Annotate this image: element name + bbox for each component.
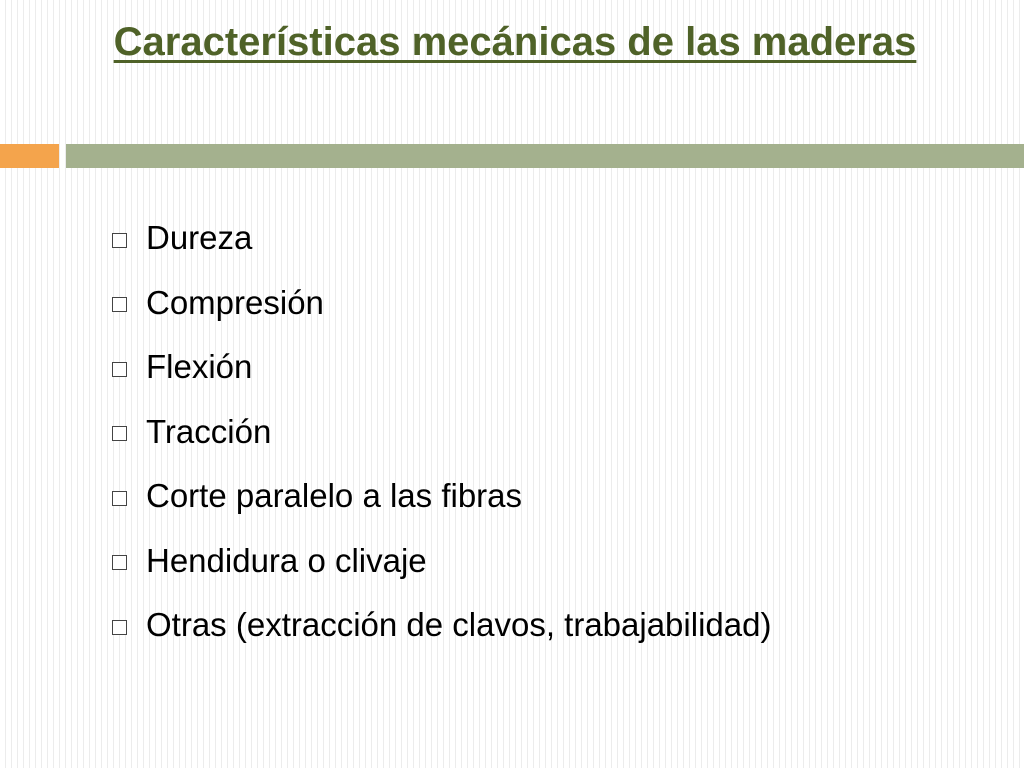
bullet-item xyxy=(112,400,771,465)
square-bullet-icon xyxy=(112,555,127,570)
square-bullet-icon xyxy=(112,297,127,312)
square-bullet-icon xyxy=(112,491,127,506)
bullet-item xyxy=(112,271,771,336)
accent-bar-green xyxy=(66,144,1024,168)
square-bullet-icon xyxy=(112,426,127,441)
bullet-text: Corte paralelo a las fibras xyxy=(146,477,523,515)
bullet-item xyxy=(112,335,771,400)
slide-title-text: Características mecánicas de las maderas xyxy=(113,20,917,64)
bullet-list xyxy=(112,206,771,658)
bullet-item xyxy=(112,206,771,271)
bullet-item xyxy=(112,464,771,529)
square-bullet-icon xyxy=(112,233,127,248)
square-bullet-icon xyxy=(112,620,127,635)
bullet-text: Tracción xyxy=(146,412,272,450)
slide-title xyxy=(60,14,970,70)
bullet-item xyxy=(112,593,771,658)
bullet-text: Compresión xyxy=(146,283,324,321)
bullet-text: Hendidura o clivaje xyxy=(146,541,427,579)
square-bullet-icon xyxy=(112,362,127,377)
bullet-text: Dureza xyxy=(146,219,253,257)
bullet-text: Otras (extracción de clavos, trabajabilidad) xyxy=(146,606,772,644)
accent-bar-orange xyxy=(0,144,59,168)
bullet-text: Flexión xyxy=(146,348,253,386)
bullet-item xyxy=(112,529,771,594)
